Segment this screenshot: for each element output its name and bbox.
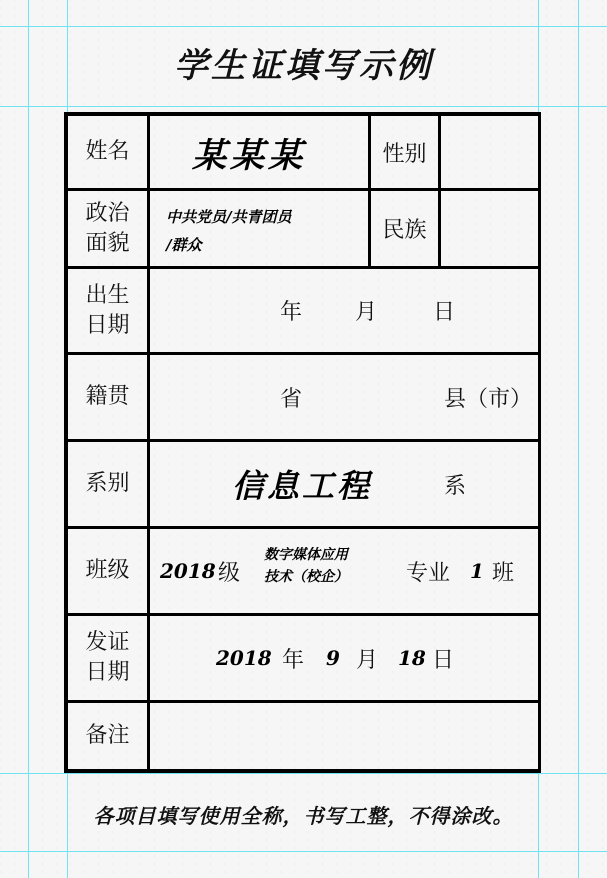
issue-month: 9 <box>326 646 340 670</box>
issue-month-unit: 月 <box>356 647 379 673</box>
name-value: 某某某 <box>192 135 306 176</box>
birth-date-label-line1: 出生 <box>85 282 130 308</box>
department-suffix: 系 <box>444 473 467 499</box>
political-field[interactable] <box>150 191 371 266</box>
issue-day: 18 <box>398 646 426 670</box>
ethnicity-field[interactable] <box>441 191 538 266</box>
issue-date-label <box>68 616 150 700</box>
political-label <box>68 191 150 266</box>
birth-date-label <box>68 269 150 352</box>
department-field[interactable] <box>150 442 538 526</box>
ethnicity-label-cell <box>371 191 441 266</box>
birth-year-unit: 年 <box>280 300 303 325</box>
guide-line <box>0 773 607 774</box>
political-value-line1: 中共党员/共青团员 <box>166 207 292 226</box>
gender-label: 性别 <box>382 141 427 167</box>
class-major-line1: 数字媒体应用 <box>264 547 348 563</box>
class-unit: 班 <box>492 560 515 586</box>
row-political <box>68 191 538 269</box>
name-field[interactable] <box>150 116 371 188</box>
row-department <box>68 442 538 529</box>
class-field[interactable] <box>150 529 538 613</box>
issue-day-unit: 日 <box>432 647 455 673</box>
class-number: 1 <box>470 559 484 583</box>
guide-line <box>578 0 579 878</box>
guide-line <box>0 26 607 27</box>
row-issue-date <box>68 616 538 703</box>
name-label: 姓名 <box>68 116 150 188</box>
class-grade-unit: 级 <box>218 560 241 586</box>
guide-line <box>0 851 607 852</box>
birth-day-unit: 日 <box>433 300 456 325</box>
department-value: 信息工程 <box>232 467 373 505</box>
native-place-field[interactable] <box>150 355 538 439</box>
gender-label-cell <box>371 116 441 188</box>
issue-date-label-line1: 发证 <box>85 630 130 655</box>
ethnicity-label: 民族 <box>382 218 427 243</box>
political-label-line1: 政治 <box>85 200 130 226</box>
remarks-field[interactable] <box>150 703 538 769</box>
remarks-label: 备注 <box>68 703 150 769</box>
class-year: 2018 <box>160 559 216 583</box>
row-class <box>68 529 538 616</box>
page-title: 学生证填写示例 <box>174 46 433 86</box>
footer-note: 各项目填写使用全称，书写工整，不得涂改。 <box>93 804 514 828</box>
native-county-unit: 县（市） <box>444 386 533 412</box>
issue-date-label-line2: 日期 <box>85 660 130 685</box>
row-birth-date <box>68 269 538 355</box>
class-major-line2: 技术（校企） <box>264 569 348 585</box>
political-value-line2: /群众 <box>166 235 202 254</box>
guide-line <box>0 106 607 107</box>
issue-year: 2018 <box>216 646 272 670</box>
birth-date-field[interactable] <box>150 269 538 352</box>
row-name <box>68 116 538 191</box>
gender-field[interactable] <box>441 116 538 188</box>
native-place-label: 籍贯 <box>68 355 150 439</box>
student-id-card-form <box>64 112 541 773</box>
political-label-line2: 面貌 <box>85 230 130 256</box>
birth-month-unit: 月 <box>355 300 378 325</box>
guide-line <box>28 0 29 878</box>
class-major-unit: 专业 <box>406 560 451 586</box>
class-label: 班级 <box>68 529 150 613</box>
issue-year-unit: 年 <box>282 647 305 673</box>
row-native-place <box>68 355 538 442</box>
department-label: 系别 <box>68 442 150 526</box>
issue-date-field[interactable] <box>150 616 538 700</box>
native-province-unit: 省 <box>280 386 303 412</box>
birth-date-label-line2: 日期 <box>85 312 130 338</box>
row-remarks <box>68 703 538 769</box>
